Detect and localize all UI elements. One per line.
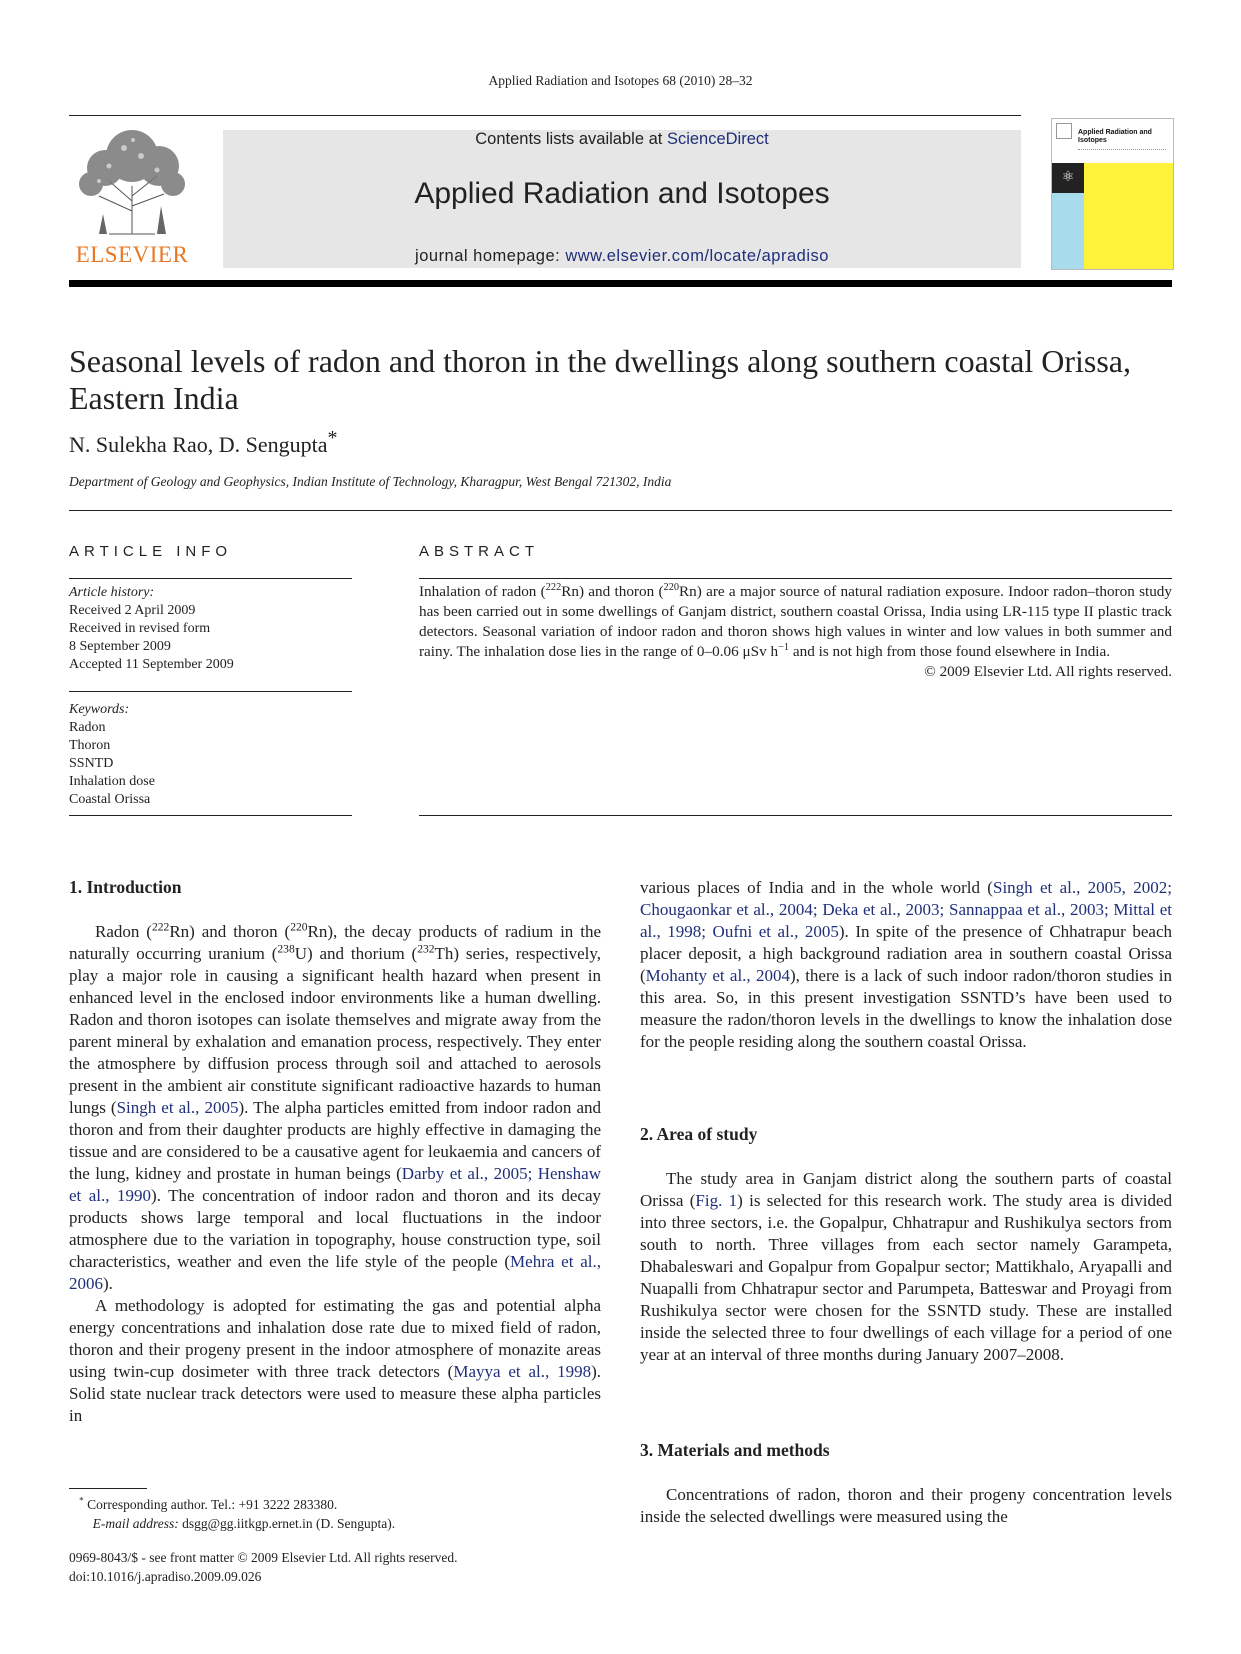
area-of-study-body (640, 1168, 1172, 1366)
citation-link[interactable]: Mohanty et al., 2004 (645, 966, 790, 985)
keyword-item: Inhalation dose (69, 774, 155, 789)
affiliation: Department of Geology and Geophysics, Indian Institute of Technology, Kharagpur, West Bengal 721302, India (69, 474, 672, 489)
text-run: ). (103, 1274, 113, 1293)
text-run: ) is selected for this research work. The study area is divided into three sectors, i.e. the Gopalpur, Chhatrapur and Rushikulya sectors from south to north. Three villages from each sector namely Garampeta, Dhabaleswari and Gopalpur from Gopalpur sector; Mattikhalo, Aryapalli and Nuapalli from Chhatrapur sector and Parumpeta, Batteswar and Proyagi from Rushikulya sector were chosen for the SSNTD study. These are installed inside the selected three to four dwellings of each village for a period of one year at an interval of three months during January 2007–2008. (640, 1191, 1172, 1364)
citation-link[interactable]: Mehra et al., 2006 (69, 1252, 601, 1293)
footnote-corresponding (69, 1495, 395, 1514)
history-label: Article history: (69, 585, 155, 600)
footnote-email (69, 1514, 395, 1533)
keywords-rule (69, 815, 352, 816)
authors-text: N. Sulekha Rao, D. Sengupta (69, 432, 328, 457)
section-heading-area-of-study: 2. Area of study (640, 1124, 758, 1144)
text-run: Th) series, respectively, play a major role in causing a significant health hazard when present in enhanced level in the enclosed indoor environments like a human dwelling. Radon and thoron isotopes can isolate themselves and migrate away from the parent mineral by exhalation and emanation process, respectively. They enter the atmosphere by diffusion process through soil and attached to aerosols present in the ambient air constitute significant radioactive hazards to human lungs ( (69, 944, 601, 1117)
cover-logo-icon (1056, 123, 1072, 139)
figure-link[interactable]: Fig. 1 (695, 1191, 738, 1210)
paragraph (69, 921, 601, 1295)
contents-prefix: Contents lists available at (475, 130, 667, 148)
text-run: Rn) and thoron ( (169, 922, 291, 941)
history-rule (69, 691, 352, 692)
superscript: 220 (663, 581, 680, 593)
footnote-mark: * (79, 1495, 84, 1506)
abstract-copyright: © 2009 Elsevier Ltd. All rights reserved. (924, 663, 1172, 680)
history-line: 8 September 2009 (69, 639, 171, 654)
right-column (640, 877, 1172, 1053)
history-line: Received in revised form (69, 621, 211, 636)
journal-reference: Applied Radiation and Isotopes 68 (2010) 28–32 (488, 73, 753, 88)
paragraph (640, 877, 1172, 1053)
article-title: Seasonal levels of radon and thoron in the dwellings along southern coastal Orissa, Eastern India (69, 343, 1131, 416)
contents-line (223, 130, 1021, 149)
text-run: The study area in Ganjam district along the southern parts of coastal Orissa ( (640, 1169, 1172, 1210)
journal-cover-image[interactable] (1051, 118, 1174, 270)
homepage-line (223, 247, 1021, 266)
paragraph: Concentrations of radon, thoron and their progeny concentration levels inside the selected dwellings were measured using the (640, 1485, 1172, 1526)
corresponding-author-mark[interactable]: * (327, 426, 338, 449)
keywords (69, 701, 155, 809)
text-run: ), there is a lack of such indoor radon/thoron studies in this area. So, in this present investigation SSNTD’s have been used to measure the radon/thoron levels in the dwellings to know the inhalation dose for the people residing along the southern coastal Orissa. (640, 966, 1172, 1051)
text-run: ). Solid state nuclear track detectors were used to measure these alpha particles in (69, 1362, 602, 1425)
abstract-bottom-rule (419, 815, 1172, 816)
text-run: A methodology is adopted for estimating the gas and potential alpha energy concentrations and inhalation dose rate due to mixed field of radon, thoron and their progeny present in the indoor atmosphere of monazite areas using twin-cup dosimeter with three track detectors ( (69, 1296, 601, 1381)
text-run: ). The concentration of indoor radon and thoron and its decay products shows large temporal and local fluctuations in the indoor atmosphere due to the variation in topography, house construction type, soil characteristics, weather and even the life style of the people ( (69, 1186, 601, 1271)
citation-link[interactable]: Darby et al., 2005; Henshaw et al., 1990 (69, 1164, 601, 1205)
keyword-item: SSNTD (69, 756, 114, 771)
front-matter-line: 0969-8043/$ - see front matter © 2009 Elsevier Ltd. All rights reserved. (69, 1550, 458, 1565)
email-address[interactable]: dsgg@gg.iitkgp.ernet.in (D. Sengupta). (178, 1516, 396, 1531)
sciencedirect-link[interactable]: ScienceDirect (666, 130, 769, 148)
abstract-body (419, 582, 1172, 682)
superscript: 222 (545, 581, 562, 593)
text-run: Radon ( (95, 922, 152, 941)
abstract-heading: ABSTRACT (419, 543, 540, 560)
footnote-rule (69, 1488, 147, 1489)
text-run: Rn), the decay products of radium in the naturally occurring uranium ( (69, 922, 602, 963)
header-rule (69, 115, 1021, 116)
abstract-text-run: Rn) are a major source of natural radiation exposure. Indoor radon–thoron study has been carried out in some dwellings of Ganjam district, southern coastal Orissa, India using LR-115 type II plastic track detectors. Seasonal variation of indoor radon and thoron shows high values in winter and low values in both summer and rainy. The inhalation dose lies in the range of 0–0.06 μSv h (419, 583, 1172, 660)
superscript: −1 (778, 641, 790, 653)
keywords-label: Keywords: (69, 702, 130, 717)
journal-name: Applied Radiation and Isotopes (414, 177, 830, 210)
paragraph (69, 1295, 601, 1427)
left-column (69, 921, 601, 1427)
abstract-paragraph (419, 582, 1172, 662)
header-thick-rule (69, 280, 1172, 287)
journal-homepage-link[interactable]: www.elsevier.com/locate/apradiso (565, 247, 829, 265)
elsevier-tree-icon (69, 126, 195, 238)
journal-banner (223, 130, 1021, 268)
article-info-rule (69, 578, 352, 579)
article-history (69, 584, 234, 674)
paragraph (640, 1168, 1172, 1366)
abstract-text-run: and is not high from those found elsewhere in India. (789, 643, 1111, 660)
elsevier-logo[interactable] (69, 126, 195, 268)
section-heading-introduction: 1. Introduction (69, 877, 182, 897)
superscript: 238 (277, 942, 295, 956)
superscript: 222 (151, 920, 170, 934)
doi-line[interactable]: doi:10.1016/j.apradiso.2009.09.026 (69, 1569, 262, 1584)
keyword-item: Coastal Orissa (69, 792, 151, 807)
superscript: 220 (290, 920, 308, 934)
affiliation-rule (69, 510, 1172, 511)
footnote (69, 1495, 395, 1533)
author-list (69, 426, 338, 458)
abstract-rule (419, 578, 1172, 579)
footnote-text: Corresponding author. Tel.: +91 3222 283380. (83, 1497, 338, 1512)
citation-link[interactable]: Singh et al., 2005 (116, 1098, 239, 1117)
history-line: Received 2 April 2009 (69, 603, 196, 618)
text-run: ). The alpha particles emitted from indoor radon and thoron and from their daughter products are highly effective in damaging the tissue and are considered to be a causative agent for leukaemia and cancers of the lung, kidney and prostate in human beings ( (69, 1098, 601, 1183)
keyword-item: Thoron (69, 738, 111, 753)
article-info-heading: ARTICLE INFO (69, 543, 233, 560)
text-run: ). In spite of the presence of Chhatrapur beach placer deposit, a high background radiation area in southern coastal Orissa ( (640, 922, 1172, 985)
email-label: E-mail address: (92, 1516, 179, 1531)
citation-link[interactable]: Singh et al., 2005, 2002; Chougaonkar et al., 2004; Deka et al., 2003; Sannappaa et al., 2003; Mittal et al., 1998; Oufni et al., 2005 (640, 878, 1172, 941)
front-matter (69, 1548, 458, 1586)
superscript: 232 (417, 942, 435, 956)
text-run: various places of India and in the whole world ( (640, 878, 993, 897)
citation-link[interactable]: Mayya et al., 1998 (453, 1362, 592, 1381)
homepage-prefix: journal homepage: (415, 247, 566, 265)
cover-title: Applied Radiation and Isotopes (1078, 129, 1152, 144)
elsevier-wordmark: ELSEVIER (75, 242, 189, 267)
section-heading-materials-methods: 3. Materials and methods (640, 1440, 830, 1460)
cover-subtitle-lines (1078, 149, 1166, 160)
abstract-text-run: Inhalation of radon ( (419, 583, 546, 600)
abstract-text-run: Rn) and thoron ( (561, 583, 664, 600)
materials-methods-body (640, 1484, 1172, 1528)
text-run: U) and thorium ( (294, 944, 418, 963)
keyword-item: Radon (69, 720, 106, 735)
history-line: Accepted 11 September 2009 (69, 657, 234, 672)
atom-icon: ⚛ (1052, 163, 1084, 193)
